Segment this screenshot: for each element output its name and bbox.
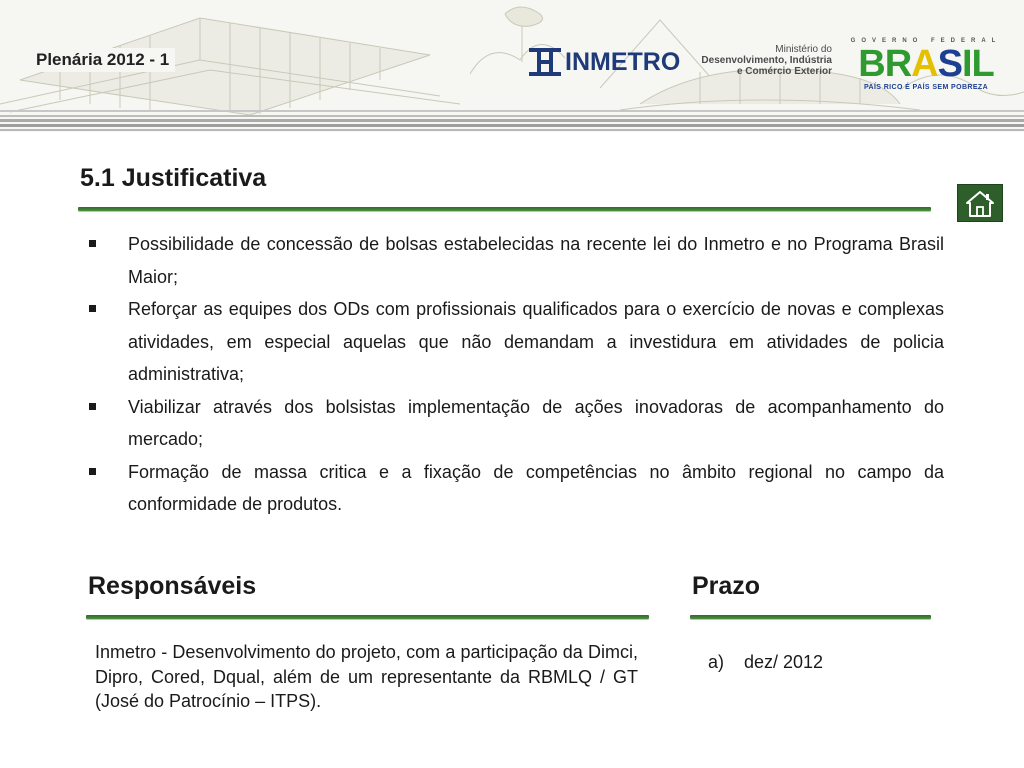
responsaveis-text: Inmetro - Desenvolvimento do projeto, com a participação da Dimci, Dipro, Cored, Dqual, além de um representante da RBMLQ / GT (José do Patrocínio – ITPS). — [95, 642, 638, 711]
brasil-slogan: PAÍS RICO É PAÍS SEM POBREZA — [863, 84, 989, 91]
ministry-line-2: Desenvolvimento, Indústria — [701, 55, 832, 66]
list-item-text: dez/ 2012 — [744, 652, 824, 672]
inmetro-wordmark: INMETRO — [565, 47, 681, 76]
brasil-letters-1: BR — [858, 43, 912, 85]
brasil-letters-4: IL — [961, 43, 994, 85]
list-item — [88, 293, 944, 391]
home-icon — [958, 185, 1002, 221]
ministry-line-1: Ministério do — [775, 44, 832, 55]
brasil-letters-2: A — [911, 43, 938, 85]
home-button[interactable] — [957, 184, 1003, 222]
header-banner — [0, 0, 1024, 132]
brasil-letters-3: S — [937, 43, 962, 85]
presentation-title: Plenária 2012 - 1 — [32, 48, 175, 72]
list-item-text: Reforçar as equipes dos ODs com profissionais qualificados para o exercício de novas e complexas atividades, em especial aquelas que não demandam a investidura em atividades de policia administrativa; — [128, 299, 944, 384]
inmetro-logo — [527, 44, 680, 80]
justificativa-title: 5.1 Justificativa — [80, 164, 267, 192]
prazo-title: Prazo — [692, 572, 761, 600]
inmetro-emblem-icon — [527, 44, 563, 80]
prazo-list — [708, 650, 823, 674]
list-item — [88, 456, 944, 521]
list-item — [88, 228, 944, 293]
list-item — [88, 391, 944, 456]
ministry-logo — [676, 44, 832, 77]
brasil-wordmark — [850, 45, 1002, 83]
header-stripes — [0, 110, 1024, 132]
justificativa-divider — [78, 207, 931, 211]
square-bullet-icon — [89, 403, 96, 410]
list-item-text: Formação de massa critica e a fixação de competências no âmbito regional no campo da conformidade de produtos. — [128, 461, 944, 514]
list-item — [708, 650, 823, 674]
responsaveis-divider — [86, 615, 649, 619]
prazo-divider — [690, 615, 931, 619]
governo-federal-logo — [850, 38, 1002, 91]
justificativa-list — [88, 228, 944, 521]
responsaveis-title: Responsáveis — [88, 572, 257, 600]
list-item-text: Viabilizar através dos bolsistas implementação de ações inovadoras de acompanhamento do mercado; — [128, 396, 944, 449]
square-bullet-icon — [89, 240, 96, 247]
square-bullet-icon — [89, 305, 96, 312]
square-bullet-icon — [89, 468, 96, 475]
list-item-marker: a) — [708, 652, 725, 672]
gov-federal-label: GOVERNO FEDERAL — [850, 38, 1002, 44]
list-item-text: Possibilidade de concessão de bolsas estabelecidas na recente lei do Inmetro e no Programa Brasil Maior; — [128, 234, 944, 287]
ministry-line-3: e Comércio Exterior — [736, 66, 832, 77]
